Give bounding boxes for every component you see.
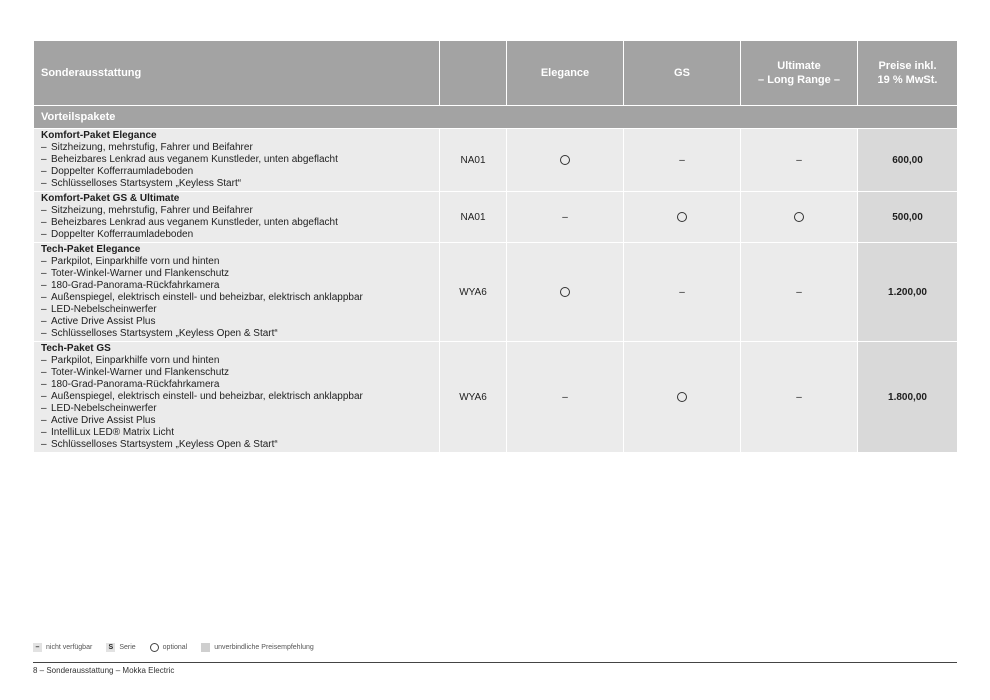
package-feature-list — [41, 355, 435, 451]
legend-not-available — [33, 643, 92, 652]
header-ultimate: Ultimate – Long Range – — [741, 41, 858, 106]
equipment-price-table — [33, 40, 958, 453]
package-feature: – Außenspiegel, elektrisch einstell- und beheizbar, elektrisch anklappbar — [41, 292, 435, 304]
package-title: Komfort-Paket GS & Ultimate — [41, 193, 180, 204]
not-available-dash: – — [679, 154, 685, 166]
option-code: WYA6 — [440, 342, 507, 453]
not-available-dash: – — [796, 154, 802, 166]
package-feature: – Sitzheizung, mehrstufig, Fahrer und Beifahrer — [41, 205, 435, 217]
package-feature: – LED-Nebelscheinwerfer — [41, 304, 435, 316]
availability-gs — [624, 192, 741, 243]
header-equipment: Sonderausstattung — [34, 41, 440, 106]
header-price: Preise inkl. 19 % MwSt. — [858, 41, 958, 106]
optional-circle-icon — [677, 392, 687, 402]
availability-gs — [624, 129, 741, 192]
availability-gs — [624, 342, 741, 453]
option-code: WYA6 — [440, 243, 507, 342]
package-feature: – Beheizbares Lenkrad aus veganem Kunstleder, unten abgeflacht — [41, 154, 435, 166]
package-feature-list — [41, 205, 435, 241]
legend-price-label: unverbindliche Preisempfehlung — [214, 644, 314, 651]
legend-std-symbol: S — [106, 643, 115, 652]
legend-na-symbol: – — [33, 643, 42, 652]
header-gs: GS — [624, 41, 741, 106]
availability-gs — [624, 243, 741, 342]
package-feature: – Doppelter Kofferraumladeboden — [41, 229, 435, 241]
availability-elegance — [507, 129, 624, 192]
table-row — [34, 129, 958, 192]
legend — [33, 643, 328, 652]
page-footer: 8 – Sonderausstattung – Mokka Electric — [33, 666, 175, 675]
header-elegance: Elegance — [507, 41, 624, 106]
package-feature-list — [41, 142, 435, 190]
table-row — [34, 342, 958, 453]
package-description — [34, 129, 440, 192]
package-feature: – Beheizbares Lenkrad aus veganem Kunstleder, unten abgeflacht — [41, 217, 435, 229]
package-feature: – Active Drive Assist Plus — [41, 316, 435, 328]
package-title: Komfort-Paket Elegance — [41, 130, 157, 141]
availability-elegance — [507, 192, 624, 243]
package-feature: – Doppelter Kofferraumladeboden — [41, 166, 435, 178]
footer-divider — [33, 662, 957, 663]
legend-price-swatch — [201, 643, 210, 652]
package-feature: – Schlüsselloses Startsystem „Keyless Open & Start“ — [41, 439, 435, 451]
package-price: 1.800,00 — [858, 342, 958, 453]
availability-elegance — [507, 342, 624, 453]
optional-circle-icon — [560, 155, 570, 165]
table-header-row — [34, 41, 958, 106]
package-feature: – 180-Grad-Panorama-Rückfahrkamera — [41, 280, 435, 292]
availability-ultimate — [741, 243, 858, 342]
legend-na-label: nicht verfügbar — [46, 644, 93, 651]
package-title: Tech-Paket Elegance — [41, 244, 141, 255]
availability-ultimate — [741, 342, 858, 453]
package-feature: – Außenspiegel, elektrisch einstell- und beheizbar, elektrisch anklappbar — [41, 391, 435, 403]
option-code: NA01 — [440, 192, 507, 243]
optional-circle-icon — [794, 212, 804, 222]
package-feature: – LED-Nebelscheinwerfer — [41, 403, 435, 415]
not-available-dash: – — [796, 286, 802, 298]
legend-price — [201, 643, 314, 652]
legend-optional-icon — [150, 643, 159, 652]
package-description — [34, 342, 440, 453]
package-feature: – Sitzheizung, mehrstufig, Fahrer und Beifahrer — [41, 142, 435, 154]
legend-optional — [150, 643, 188, 652]
not-available-dash: – — [796, 391, 802, 403]
package-feature: – Schlüsselloses Startsystem „Keyless Start“ — [41, 178, 435, 190]
availability-ultimate — [741, 129, 858, 192]
section-title: Vorteilspakete — [34, 106, 958, 129]
package-feature: – IntelliLux LED® Matrix Licht — [41, 427, 435, 439]
package-feature: – 180-Grad-Panorama-Rückfahrkamera — [41, 379, 435, 391]
package-description — [34, 243, 440, 342]
table-row — [34, 243, 958, 342]
table-row — [34, 192, 958, 243]
package-price: 1.200,00 — [858, 243, 958, 342]
package-description — [34, 192, 440, 243]
availability-ultimate — [741, 192, 858, 243]
legend-std-label: Serie — [119, 644, 136, 651]
legend-optional-label: optional — [162, 644, 188, 651]
section-row — [34, 106, 958, 129]
package-feature: – Parkpilot, Einparkhilfe vorn und hinten — [41, 355, 435, 367]
package-feature: – Schlüsselloses Startsystem „Keyless Open & Start“ — [41, 328, 435, 340]
package-price: 600,00 — [858, 129, 958, 192]
not-available-dash: – — [562, 211, 568, 223]
option-code: NA01 — [440, 129, 507, 192]
legend-standard — [106, 643, 135, 652]
optional-circle-icon — [560, 287, 570, 297]
package-title: Tech-Paket GS — [41, 343, 111, 354]
package-price: 500,00 — [858, 192, 958, 243]
package-feature: – Parkpilot, Einparkhilfe vorn und hinten — [41, 256, 435, 268]
package-feature: – Toter-Winkel-Warner und Flankenschutz — [41, 367, 435, 379]
availability-elegance — [507, 243, 624, 342]
optional-circle-icon — [677, 212, 687, 222]
package-feature-list — [41, 256, 435, 340]
package-feature: – Active Drive Assist Plus — [41, 415, 435, 427]
not-available-dash: – — [562, 391, 568, 403]
header-code-blank — [440, 41, 507, 106]
package-feature: – Toter-Winkel-Warner und Flankenschutz — [41, 268, 435, 280]
not-available-dash: – — [679, 286, 685, 298]
